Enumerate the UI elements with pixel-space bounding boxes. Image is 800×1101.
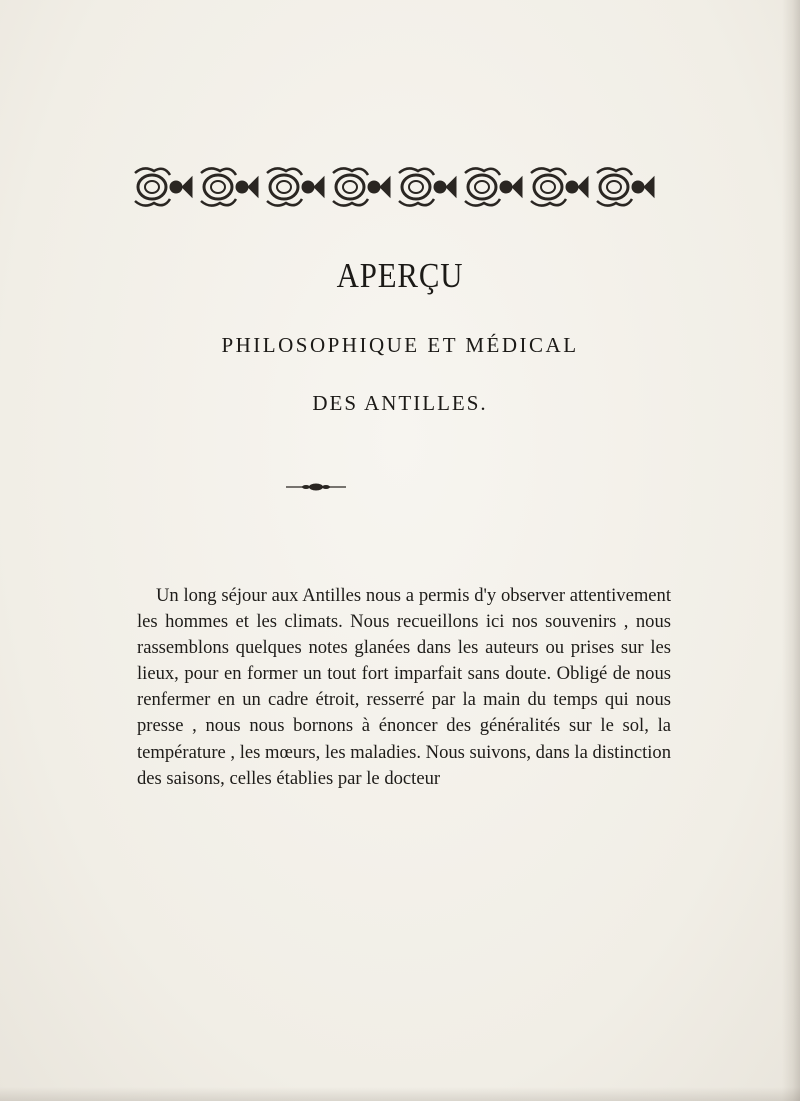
page-title: APERÇU: [336, 256, 464, 295]
body-text: [137, 583, 671, 792]
page-edge-shadow: [782, 0, 800, 1101]
page-bottom-shadow: [0, 1087, 800, 1101]
fleuron-separator: [286, 481, 346, 493]
page-subtitle-location: DES ANTILLES.: [312, 391, 488, 415]
ornamental-headband: [130, 163, 670, 211]
body-paragraph: Un long séjour aux Antilles nous a permis d'y observer attentivement les hommes et les climats. Nous recueillons ici nos souvenirs , nous rassemblons quelques notes glanées dans les auteurs ou prises sur les lieux, pour en former un tout fort imparfait sans doute. Obligé de nous renfermer en un cadre étroit, resserré par la main du temps qui nous presse , nous nous bornons à énoncer des généralités sur le sol, la température , les mœurs, les maladies. Nous suivons, dans la distinction des saisons, celles établies par le docteur: [137, 585, 671, 789]
page-subtitle: PHILOSOPHIQUE ET MÉDICAL: [221, 333, 579, 357]
